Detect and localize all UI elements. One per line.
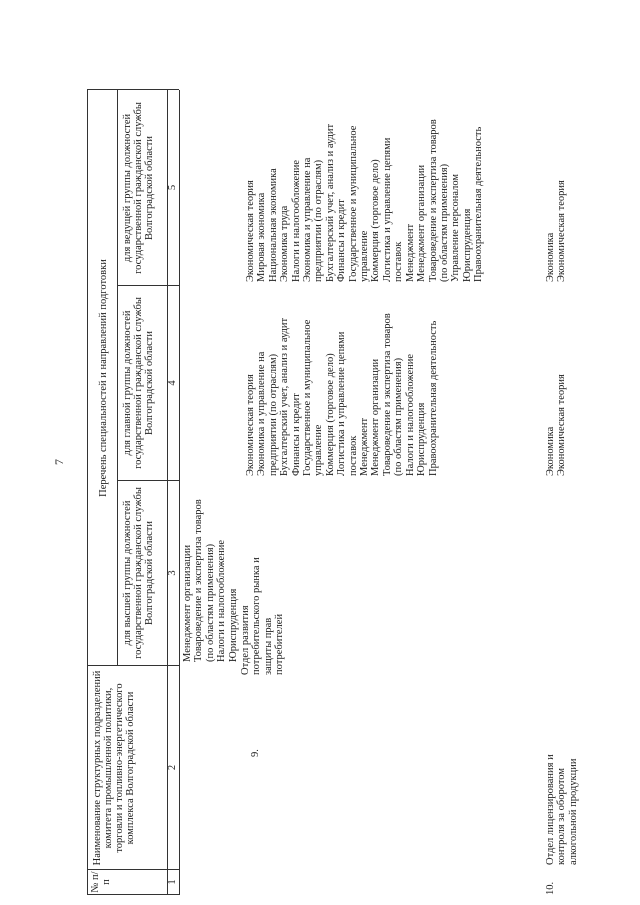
table-rule-left — [87, 894, 179, 895]
table-rule-numbers-bottom — [179, 90, 180, 895]
row-10-main-list — [545, 374, 568, 476]
list-item: управление — [359, 230, 371, 282]
table-rule-top — [87, 90, 88, 895]
list-item: Управление персоналом — [450, 173, 462, 282]
row-9-main-list — [245, 313, 439, 476]
header-no: № п/п — [90, 871, 112, 893]
list-item: (по областям применения) — [204, 543, 216, 662]
list-item: (по областям применения) — [393, 357, 405, 476]
list-item: Коммерция (торговое дело) — [324, 353, 336, 476]
row-10-name: Отдел лицензирования и контроля за оборотом алкогольной продукции — [545, 754, 579, 865]
list-item: Налоги и налогообложение — [290, 159, 302, 282]
list-item: Менеджмент организации — [182, 544, 193, 662]
list-item: Логистика и управление цепями — [381, 137, 393, 282]
list-item: Экономика — [545, 426, 556, 476]
header-main-group: для главной группы должностей государственной гражданской службы Волгоградской области — [122, 297, 155, 469]
list-item: Правоохранительная деятельность — [473, 126, 485, 282]
list-item: Экономическая теория — [245, 374, 256, 476]
table-rule-col2 — [87, 665, 179, 666]
list-item: Государственное и муниципальное — [347, 125, 359, 282]
list-item: Мировая экономика — [256, 192, 268, 282]
row-9-name: Отдел развития потребительского рынка и защиты прав потребителей — [240, 557, 286, 675]
list-item: Юриспруденция — [461, 208, 473, 282]
list-item: Бухгалтерский учет, анализ и аудит — [279, 317, 291, 476]
list-item: Юриспруденция — [227, 588, 239, 662]
list-item: Менеджмент организации — [416, 164, 428, 282]
table-rule-spec-sub — [117, 90, 118, 666]
list-item: Экономика и управление на — [256, 351, 268, 476]
list-item: Юриспруденция — [416, 402, 428, 476]
table-rule-right — [87, 89, 179, 90]
list-item: Товароведение и экспертиза товаров — [427, 119, 439, 282]
list-item: Финансы и кредит — [336, 199, 348, 282]
list-item: Экономика и управление на — [302, 157, 314, 282]
row-9-number: 9. — [250, 749, 261, 757]
list-item: Менеджмент — [359, 417, 371, 476]
continuation-highest-list — [182, 499, 239, 662]
list-item: Менеджмент организации — [370, 358, 382, 476]
page-number: 7 — [52, 459, 66, 465]
list-item: предприятии (по отраслям) — [313, 159, 325, 282]
list-item: Экономическая теория — [556, 374, 568, 476]
row-10-leading-list — [545, 180, 568, 282]
list-item: Экономическая теория — [245, 180, 256, 282]
col-number-2: 2 — [167, 764, 178, 771]
col-number-3: 3 — [167, 570, 178, 576]
header-leading-group: для ведущей группы должностей государственной гражданской службы Волгоградской области — [122, 102, 155, 274]
list-item: (по областям применения) — [438, 163, 450, 282]
table-rule-col1 — [87, 869, 179, 870]
list-item: Бухгалтерский учет, анализ и аудит — [324, 123, 336, 282]
list-item: Правоохранительная деятельность — [427, 320, 439, 476]
list-item: Менеджмент — [404, 223, 416, 282]
header-highest-group: для высшей группы должностей государственной гражданской службы Волгоградской области — [122, 487, 155, 659]
col-number-1: 1 — [167, 879, 178, 885]
list-item: Экономика — [545, 232, 556, 282]
list-item: управление — [313, 424, 325, 476]
list-item: Товароведение и экспертиза товаров — [381, 313, 393, 476]
list-item: поставок — [347, 435, 359, 476]
list-item: Логистика и управление цепями — [336, 331, 348, 476]
list-item: Экономика труда — [279, 205, 291, 282]
list-item: Коммерция (торговое дело) — [370, 159, 382, 282]
list-item: Экономическая теория — [556, 180, 568, 282]
list-item: Налоги и налогообложение — [404, 353, 416, 476]
header-name: Наименование структурных подразделений комитета промышленной политики, торговли и топливно-энергетического комплекса Волгоградской области — [92, 670, 136, 866]
list-item: Налоги и налогообложение — [216, 539, 228, 662]
list-item: Товароведение и экспертиза товаров — [193, 499, 205, 662]
list-item: предприятии (по отраслям) — [267, 353, 279, 476]
header-spec-group: Перечень специальностей и направлений подготовки — [98, 259, 109, 497]
col-number-4: 4 — [167, 380, 178, 386]
list-item: Национальная экономика — [267, 168, 279, 282]
list-item: Государственное и муниципальное — [302, 319, 314, 476]
row-10-number: 10. — [545, 881, 556, 895]
row-9-leading-list — [245, 119, 485, 282]
list-item: поставок — [393, 241, 405, 282]
col-number-5: 5 — [167, 184, 178, 191]
list-item: Финансы и кредит — [290, 393, 302, 476]
